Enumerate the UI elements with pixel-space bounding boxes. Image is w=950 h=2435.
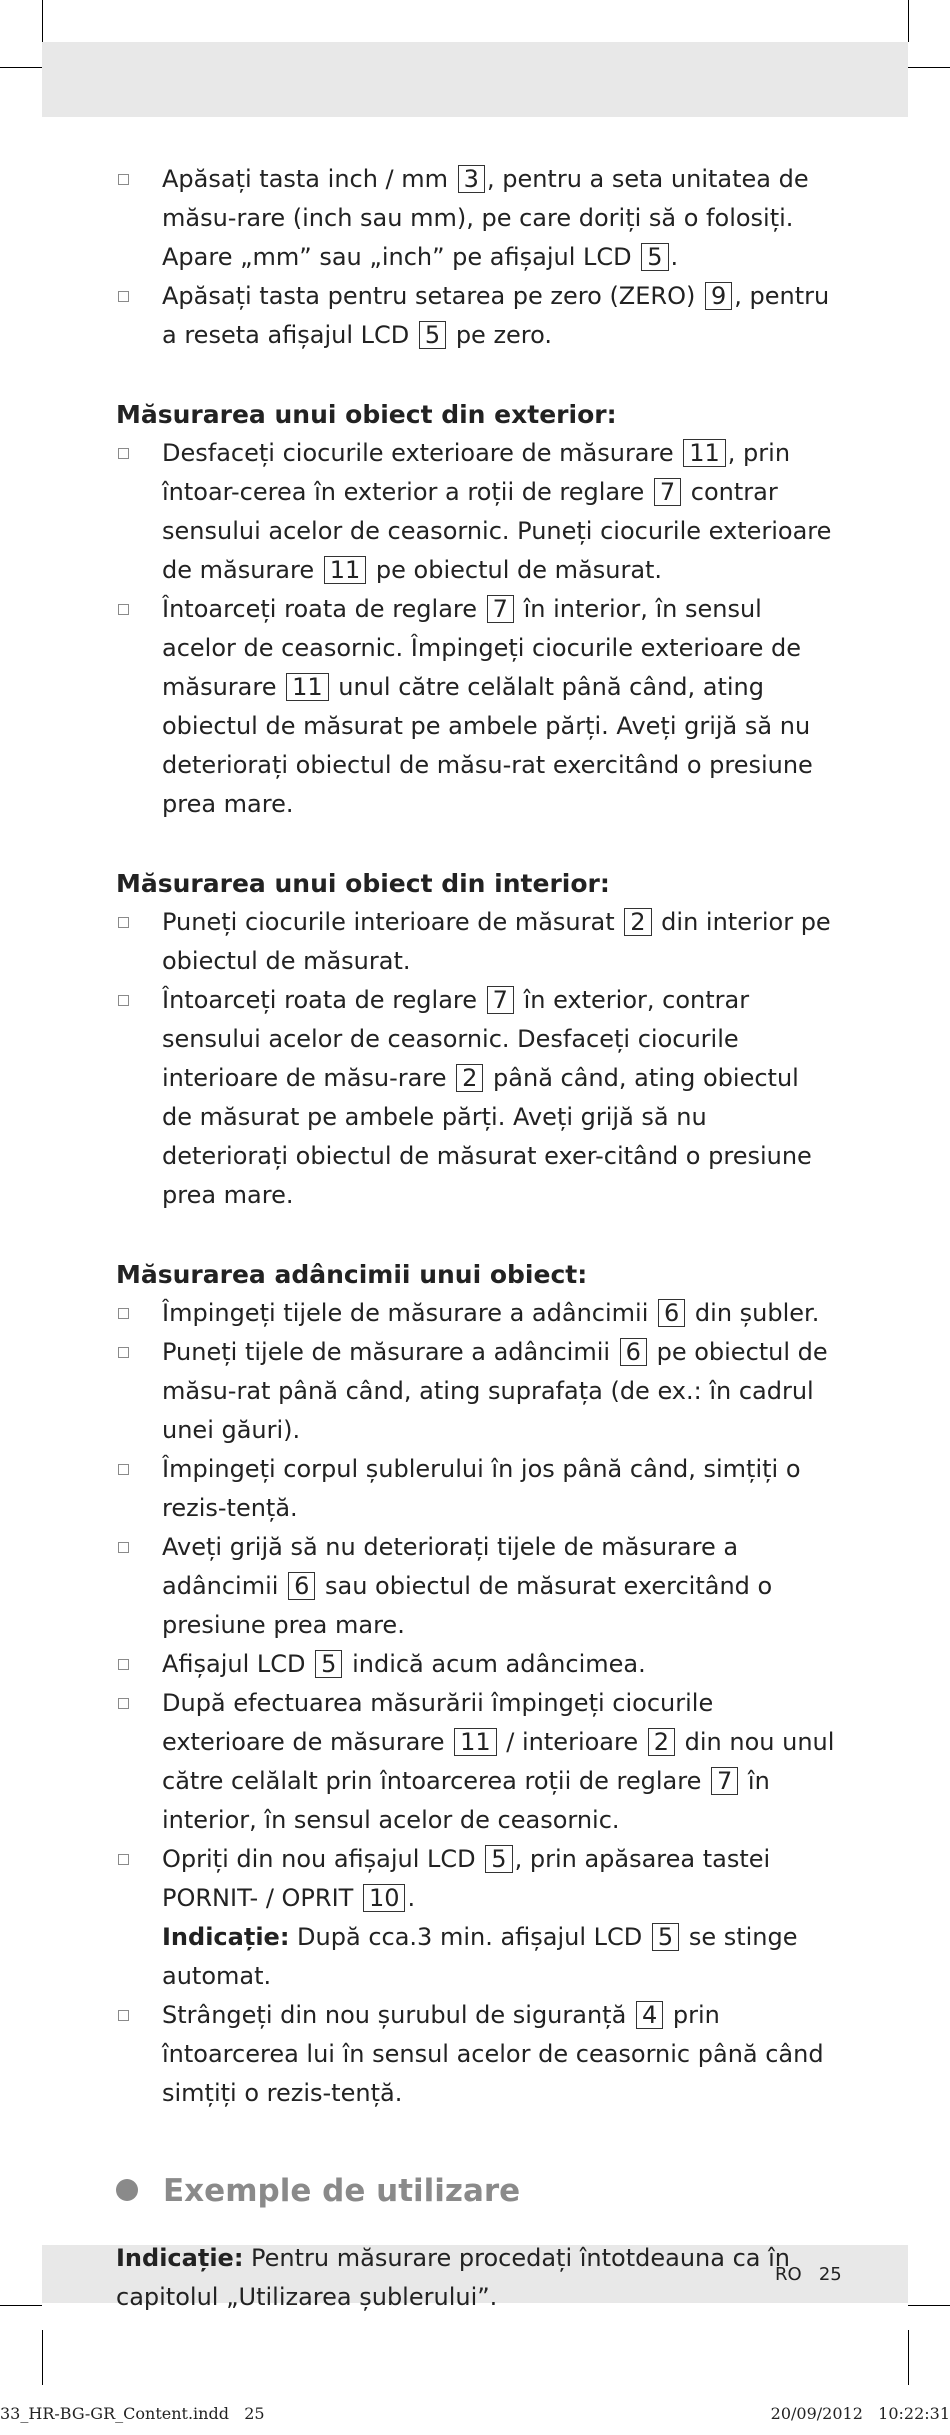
part-reference-number: 5 <box>652 1923 679 1951</box>
checkbox-bullet-icon <box>118 1542 129 1553</box>
checkbox-bullet-icon <box>118 604 129 615</box>
chapter-heading <box>116 2169 836 2213</box>
text-run: în interior, în sensul acelor de ceasornic. Împingeți ciocurile exterioare de măsurare <box>162 595 801 701</box>
slug-left: 33_HR-BG-GR_Content.indd 25 <box>0 2404 265 2423</box>
list-item <box>116 903 836 981</box>
list-item <box>116 1333 836 1450</box>
section-heading: Măsurarea unui obiect din exterior: <box>116 400 617 429</box>
text-run: din nou unul către celălalt prin întoarcerea roții de reglare <box>162 1728 835 1795</box>
part-reference-number: 9 <box>705 282 732 310</box>
text-run: contrar sensului acelor de ceasornic. Puneți ciocurile exterioare de măsurare <box>162 478 832 584</box>
text-run: . <box>670 243 679 271</box>
part-reference-number: 4 <box>636 2001 663 2029</box>
page-number: RO 25 <box>775 2264 842 2285</box>
text-run: Apăsați tasta pentru setarea pe zero (ZERO) <box>162 282 703 310</box>
text-run: Opriți din nou afișajul LCD <box>162 1845 484 1873</box>
text-run: Întoarceți roata de reglare <box>162 595 485 623</box>
document-body <box>116 160 836 2317</box>
text-run: din interior pe obiectul de măsurat. <box>162 908 831 975</box>
part-reference-number: 7 <box>487 595 514 623</box>
text-run: Afișajul LCD <box>162 1650 314 1678</box>
part-reference-number: 6 <box>288 1572 315 1600</box>
text-run: Puneți ciocurile interioare de măsurat <box>162 908 623 936</box>
text-run: Puneți tijele de măsurare a adâncimii <box>162 1338 618 1366</box>
list-item <box>116 1294 836 1333</box>
text-run: / interioare <box>498 1728 646 1756</box>
text-run: indică acum adâncimea. <box>344 1650 646 1678</box>
checkbox-bullet-icon <box>118 995 129 1006</box>
text-run: în exterior, contrar sensului acelor de ceasornic. Desfaceți ciocurile interioare de măsu-rare <box>162 986 750 1092</box>
text-run: până când, ating obiectul de măsurat pe ambele părți. Aveți grijă să nu deteriorați obiectul de măsurat exer-citând o presiune prea mare. <box>162 1064 812 1209</box>
list-item <box>116 160 836 277</box>
list-item <box>116 1528 836 1645</box>
crop-mark <box>42 0 43 42</box>
checkbox-bullet-icon <box>118 917 129 928</box>
list-item <box>116 277 836 355</box>
checkbox-bullet-icon <box>118 1854 129 1865</box>
text-run: Împingeți corpul șublerului în jos până când, simțiți o rezis-tență. <box>162 1455 801 1522</box>
text-run: După cca.3 min. afișajul LCD <box>289 1923 650 1951</box>
part-reference-number: 6 <box>620 1338 647 1366</box>
checkbox-bullet-icon <box>118 291 129 302</box>
part-reference-number: 2 <box>456 1064 483 1092</box>
checkbox-bullet-icon <box>118 174 129 185</box>
list-item <box>116 434 836 590</box>
part-reference-number: 11 <box>454 1728 497 1756</box>
list-item <box>116 1840 836 1996</box>
part-reference-number: 7 <box>711 1767 738 1795</box>
text-run: pe obiectul de măsu-rat până când, ating suprafața (de ex.: în cadrul unei găuri). <box>162 1338 828 1444</box>
text-run: Strângeți din nou șurubul de siguranță <box>162 2001 634 2029</box>
list-item <box>116 1684 836 1840</box>
text-run: prin întoarcerea lui în sensul acelor de ceasornic până când simțiți o rezis-tență. <box>162 2001 824 2107</box>
text-run: , pentru a seta unitatea de măsu-rare (inch sau mm), pe care doriți să o folosiți. Apare „mm” sau „inch” pe afișajul LCD <box>162 165 809 271</box>
header-band <box>42 42 908 117</box>
sections <box>116 355 836 2113</box>
text-run: , prin apăsarea tastei PORNIT- / OPRIT <box>162 1845 771 1912</box>
crop-mark <box>42 2330 43 2385</box>
note-label: Indicație: <box>162 1923 290 1951</box>
part-reference-number: 5 <box>419 321 446 349</box>
text-run: pe obiectul de măsurat. <box>368 556 663 584</box>
list-item <box>116 1996 836 2113</box>
crop-mark <box>908 2305 950 2306</box>
part-reference-number: 5 <box>485 1845 512 1873</box>
list-item <box>116 981 836 1215</box>
text-run: După efectuarea măsurării împingeți ciocurile exterioare de măsurare <box>162 1689 714 1756</box>
checkbox-bullet-icon <box>118 1308 129 1319</box>
part-reference-number: 2 <box>624 908 651 936</box>
note-label: Indicație: <box>116 2244 244 2272</box>
part-reference-number: 11 <box>324 556 367 584</box>
checkbox-bullet-icon <box>118 2010 129 2021</box>
part-reference-number: 10 <box>363 1884 406 1912</box>
text-run: . <box>407 1884 416 1912</box>
checkbox-bullet-icon <box>118 448 129 459</box>
part-reference-number: 3 <box>458 165 485 193</box>
text-run: Apăsați tasta inch / mm <box>162 165 456 193</box>
crop-mark <box>908 67 950 68</box>
text-run: pe zero. <box>448 321 553 349</box>
list-item <box>116 1450 836 1528</box>
text-run: sau obiectul de măsurat exercitând o presiune prea mare. <box>162 1572 773 1639</box>
chapter-note <box>116 2239 836 2317</box>
crop-mark <box>0 2305 42 2306</box>
checkbox-bullet-icon <box>118 1464 129 1475</box>
part-reference-number: 11 <box>286 673 329 701</box>
text-run: Întoarceți roata de reglare <box>162 986 485 1014</box>
checkbox-bullet-icon <box>118 1659 129 1670</box>
text-run: , pentru a reseta afișajul LCD <box>162 282 830 349</box>
part-reference-number: 6 <box>658 1299 685 1327</box>
part-reference-number: 11 <box>683 439 726 467</box>
part-reference-number: 7 <box>654 478 681 506</box>
text-run: Desfaceți ciocurile exterioare de măsurare <box>162 439 682 467</box>
text-run: Aveți grijă să nu deteriorați tijele de măsurare a adâncimii <box>162 1533 739 1600</box>
part-reference-number: 7 <box>487 986 514 1014</box>
text-run: unul către celălalt până când, ating obiectul de măsurat pe ambele părți. Aveți grijă să nu deteriorați obiectul de măsu-rat exercitând o presiune prea mare. <box>162 673 813 818</box>
section-heading: Măsurarea unui obiect din interior: <box>116 869 610 898</box>
crop-mark <box>0 67 42 68</box>
list-item <box>116 590 836 824</box>
slug-right: 20/09/2012 10:22:31 <box>770 2404 950 2423</box>
checkbox-bullet-icon <box>118 1698 129 1709</box>
section-heading: Măsurarea adâncimii unui obiect: <box>116 1260 588 1289</box>
text-run: Împingeți tijele de măsurare a adâncimii <box>162 1299 656 1327</box>
text-run: se stinge automat. <box>162 1923 798 1990</box>
note-text: Pentru măsurare procedați întotdeauna ca în capitolul „Utilizarea șublerului”. <box>116 2244 790 2311</box>
chapter-title: Exemple de utilizare <box>163 2173 521 2209</box>
part-reference-number: 2 <box>648 1728 675 1756</box>
text-run: în interior, în sensul acelor de ceasornic. <box>162 1767 770 1834</box>
list-item <box>116 1645 836 1684</box>
crop-mark <box>908 2330 909 2385</box>
bullet-dot-icon <box>116 2179 138 2201</box>
checkbox-bullet-icon <box>118 1347 129 1358</box>
text-run: , prin întoar-cerea în exterior a roții de reglare <box>162 439 791 506</box>
crop-mark <box>908 0 909 42</box>
intro-list <box>116 160 836 355</box>
text-run: din șubler. <box>687 1299 820 1327</box>
part-reference-number: 5 <box>641 243 668 271</box>
part-reference-number: 5 <box>315 1650 342 1678</box>
